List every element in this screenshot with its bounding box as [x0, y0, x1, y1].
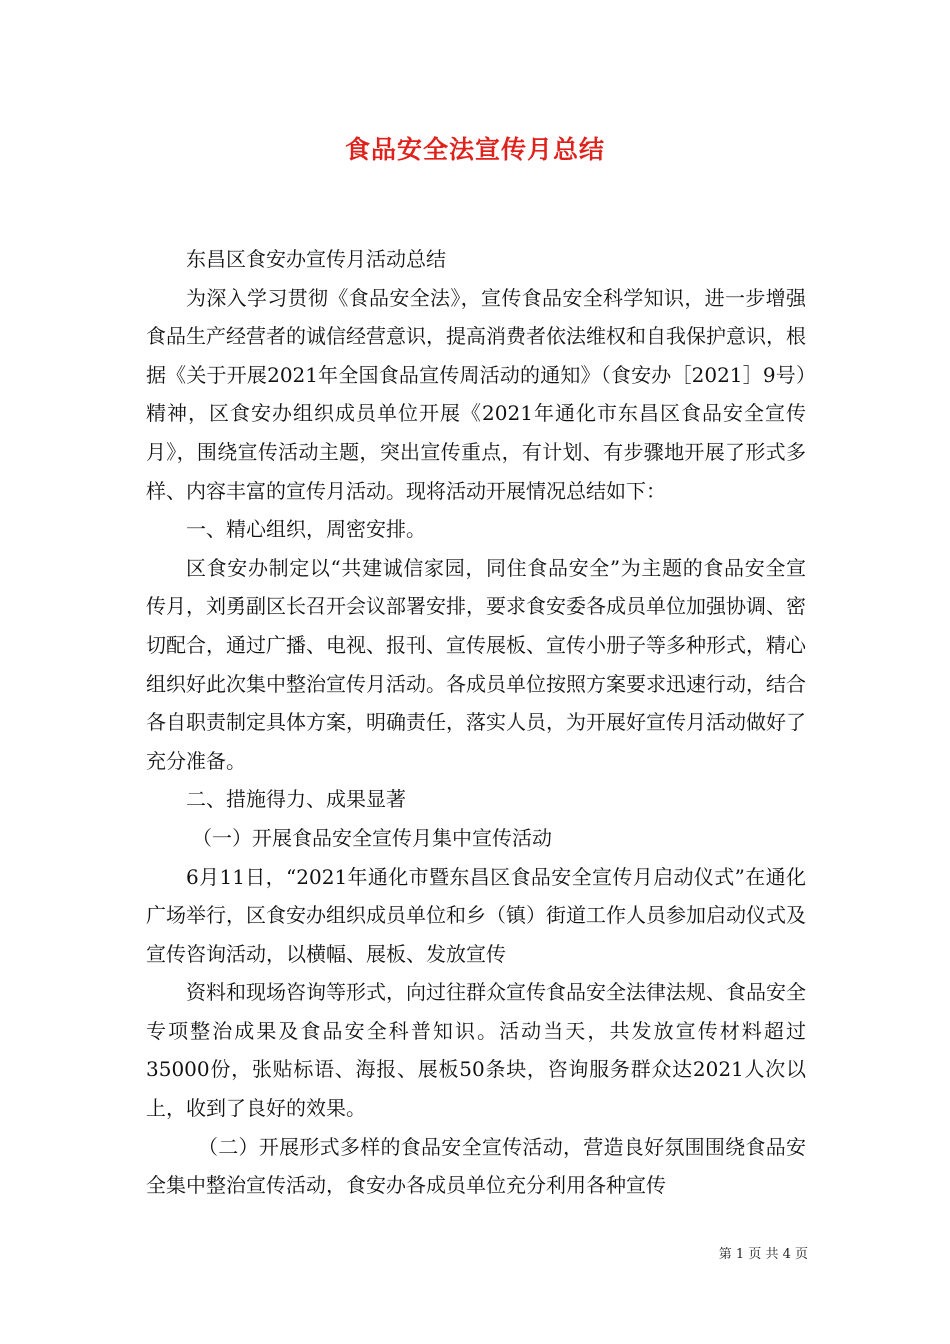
heading-subsection-1: （一）开展食品安全宣传月集中宣传活动	[192, 825, 552, 850]
paragraph-section-1: 区食安办制定以“共建诚信家园，同住食品安全”为主题的食品安全宣传月，刘勇副区长召开会议部署安排，要求食安委各成员单位加强协调、密切配合，通过广播、电视、报刊、宣传展板、宣传小册子等多种形式，精心组织好此次集中整治宣传月活动。各成员单位按照方案要求迅速行动，结合各自职责制定具体方案，明确责任，落实人员，为开展好宣传月活动做好了充分准备。	[146, 555, 806, 773]
heading-section-2: 二、措施得力、成果显著	[186, 787, 406, 812]
page-number: 第 1 页 共 4 页	[718, 1247, 808, 1262]
heading-section-1: 一、精心组织，周密安排。	[186, 517, 426, 542]
paragraph-subtitle: 东昌区食安办宣传月活动总结	[186, 247, 446, 271]
paragraph-subsection-1b: 资料和现场咨询等形式，向过往群众宣传食品安全法律法规、食品安全专项整治成果及食品安全科普知识。活动当天，共发放宣传材料超过35000份，张贴标语、海报、展板50条块，咨询服务群众达2021人次以上，收到了良好的效果。	[146, 980, 806, 1121]
paragraph-subsection-1a: 6月11日，“2021年通化市暨东昌区食品安全宣传月启动仪式”在通化广场举行，区食安办组织成员单位和乡（镇）街道工作人员参加启动仪式及宣传咨询活动，以横幅、展板、发放宣传	[146, 864, 806, 966]
paragraph-subsection-2: （二）开展形式多样的食品安全宣传活动，营造良好氛围围绕食品安全集中整治宣传活动，食安办各成员单位充分利用各种宣传	[146, 1134, 806, 1198]
document-body	[146, 240, 806, 1205]
document-title: 食品安全法宣传月总结	[344, 135, 605, 164]
paragraph-intro: 为深入学习贯彻《食品安全法》，宣传食品安全科学知识，进一步增强食品生产经营者的诚信经营意识，提高消费者依法维权和自我保护意识，根据《关于开展2021年全国食品宣传周活动的通知》（食安办［2021］9号）精神，区食安办组织成员单位开展《2021年通化市东昌区食品安全宣传月》，围绕宣传活动主题，突出宣传重点，有计划、有步骤地开展了形式多样、内容丰富的宣传月活动。现将活动开展情况总结如下：	[146, 285, 806, 503]
